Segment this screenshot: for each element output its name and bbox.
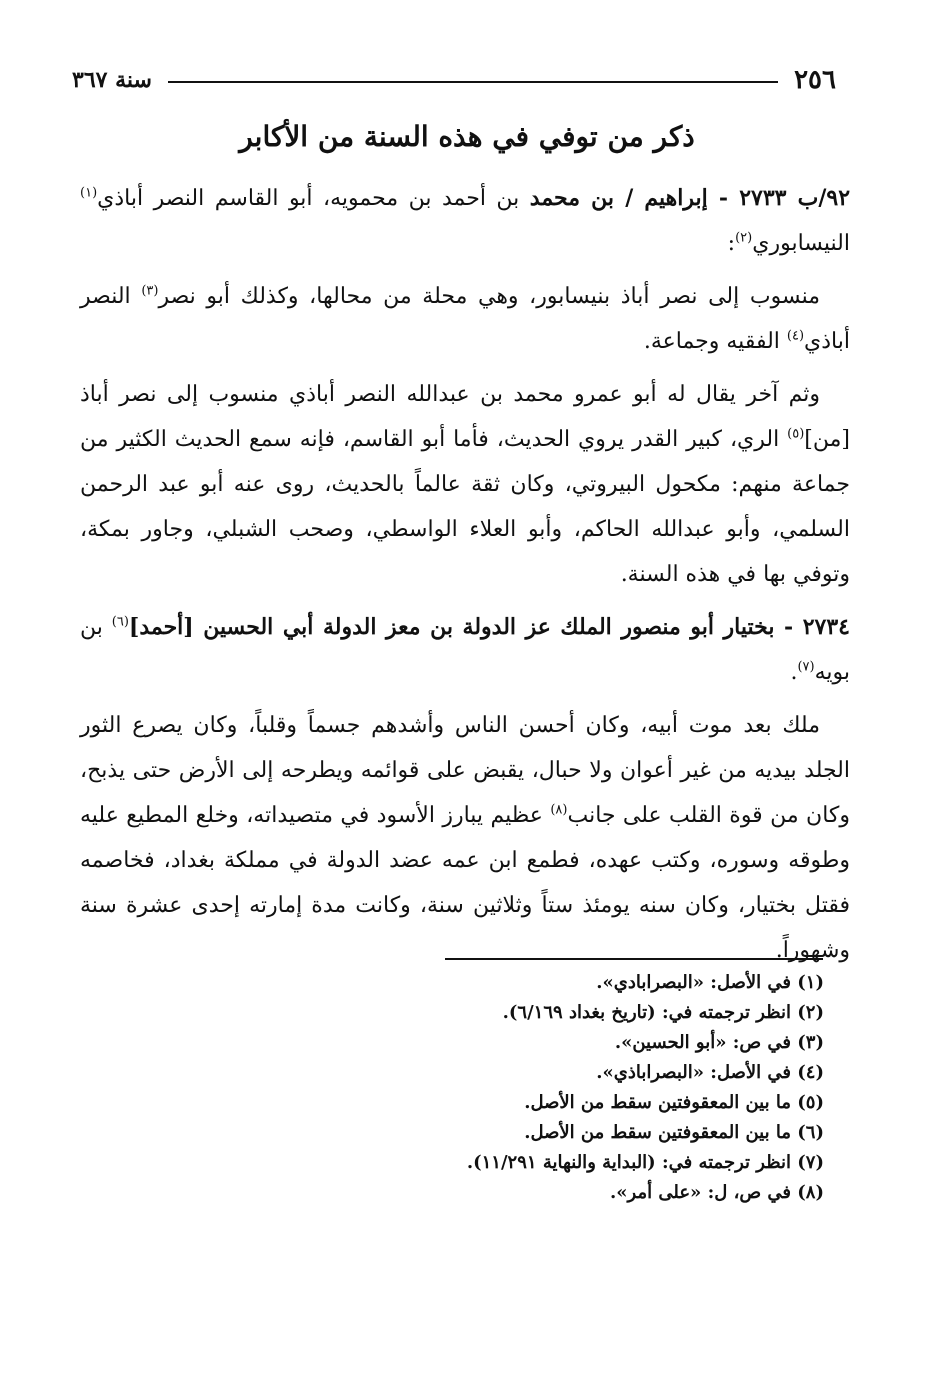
- footnote-ref-2: (٢): [735, 230, 753, 246]
- footnote-2: (٢) انظر ترجمته في: (تاريخ بغداد ٦/١٦٩).: [502, 1002, 824, 1023]
- footnote-ref-1: (١): [80, 185, 98, 201]
- footnote-rule: [445, 958, 823, 960]
- entry-2733-p1-a: منسوب إلى نصر أباذ بنيسابور، وهي محلة من محالها، وكذلك أبو نصر: [158, 284, 820, 309]
- entry-2733-p1-c: الفقيه وجماعة.: [643, 329, 787, 354]
- main-text: [80, 176, 850, 981]
- footnote-5: (٥) ما بين المعقوفتين سقط من الأصل.: [524, 1092, 824, 1113]
- entry-2733-lead: ٩٢/ب ٢٧٣٣ - إبراهيم / بن محمد: [529, 185, 851, 211]
- entry-2734-title-end: .: [790, 660, 798, 685]
- page-number: ٢٥٦: [794, 65, 836, 95]
- footnote-ref-3: (٣): [141, 283, 159, 299]
- footnote-1: (١) في الأصل: «البصرابادي».: [596, 972, 824, 993]
- footnote-6: (٦) ما بين المعقوفتين سقط من الأصل.: [524, 1122, 824, 1143]
- entry-2733-p2-b: الري، كبير القدر يروي الحديث، فأما أبو القاسم، فإنه سمع الحديث الكثير من جماعة منهم: مكحول البيروتي، وكان ثقة عالماً بالحديث، روى عنه أبو عبد الرحمن السلمي، وأبو عبدالله الحاكم، وأبو العلاء الواسطي، وصحب الشبلي، وجاور بمكة، وتوفي بها في هذه السنة.: [80, 427, 850, 587]
- footnote-7: (٧) انظر ترجمته في: (البداية والنهاية ١١/٢٩١).: [466, 1152, 824, 1173]
- section-title: ذكر من توفي في هذه السنة من الأكابر: [239, 120, 695, 153]
- entry-2733-paragraph-1: [80, 274, 850, 364]
- entry-2734-lead: ٢٧٣٤ - بختيار أبو منصور الملك عز الدولة بن معز الدولة أبي الحسين [أحمد]: [128, 614, 850, 640]
- entry-2734-title-cont: بن بويه: [80, 615, 850, 685]
- entry-2733-p2-a: وثم آخر يقال له أبو عمرو محمد بن عبدالله النصر أباذي منسوب إلى نصر أباذ [من]: [80, 382, 850, 452]
- entry-2734-p1-a: ملك بعد موت أبيه، وكان أحسن الناس وأشدهم جسماً وقلباً، وكان يصرع الثور الجلد بيديه من غير أعوان ولا حبال، يقبض على قوائمه ويطرحه إلى الأرض حتى يذبح، وكان من قوة القلب على جانب: [80, 713, 850, 828]
- entry-2733-p1-b: النصر أباذي: [80, 284, 850, 354]
- footnote-ref-7: (٧): [797, 659, 815, 675]
- footnote-3: (٣) في ص: «أبو الحسين».: [614, 1032, 824, 1053]
- entry-2734-p1-b: عظيم يبارز الأسود في متصيداته، وخلع المطيع عليه وطوقه وسوره، وكتب عهده، فطمع ابن عمه عضد الدولة في مملكة بغداد، فخاصمه فقتل بختيار، وكان سنه يومئذ ستاً وثلاثين سنة، وكانت مدة إمارته إحدى عشرة سنة وشهوراً.: [80, 803, 850, 963]
- entry-2733-heading: [80, 176, 850, 266]
- footnote-4: (٤) في الأصل: «البصراباذي».: [596, 1062, 824, 1083]
- entry-2733-paragraph-2: [80, 372, 850, 597]
- footnote-8: (٨) في ص، ل: «على أمر».: [610, 1182, 824, 1203]
- entry-2733-title-end: :: [727, 231, 736, 256]
- entry-2734-paragraph-1: [80, 703, 850, 973]
- header-rule: [168, 81, 778, 83]
- entry-2733-title: بن أحمد بن محمويه، أبو القاسم النصر أباذي: [97, 186, 530, 211]
- footnote-ref-4: (٤): [786, 328, 805, 344]
- footnote-ref-6: (٦): [111, 614, 129, 630]
- footnotes: [110, 968, 824, 1208]
- entry-2733-title-cont: النيسابوري: [752, 231, 850, 256]
- year-label: سنة ٣٦٧: [72, 67, 152, 93]
- running-header: [72, 62, 836, 98]
- footnote-ref-8: (٨): [550, 802, 568, 818]
- footnote-ref-5: (٥): [787, 426, 805, 442]
- entry-2734-heading: [80, 605, 850, 695]
